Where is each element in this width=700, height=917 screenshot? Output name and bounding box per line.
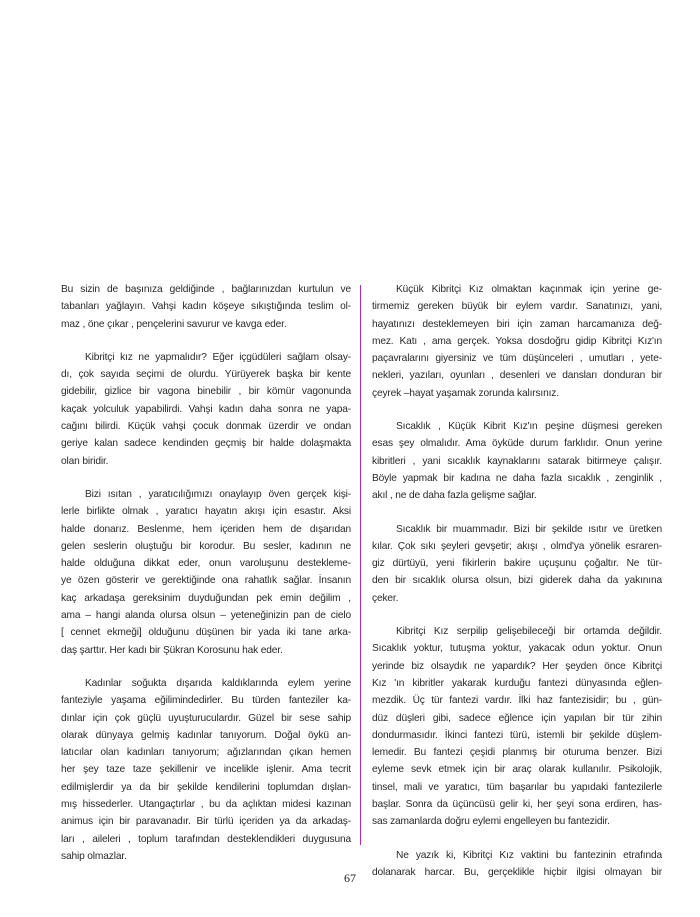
text-line: kaçak yolculuk yapabilirdi. Vahşi kadın daha sonra ne yapa- xyxy=(61,403,351,415)
text-line: hayatınızı desteklemeyen biri için zaman harcamanıza değ- xyxy=(372,318,662,330)
text-line: düz düşleri gibi, sadece eğlence için yapılan bir tür zihin xyxy=(372,712,662,724)
text-line: Kibritçi kız ne yapmalıdır? Eğer içgüdüleri sağlam olsay- xyxy=(85,351,351,363)
paragraph xyxy=(372,418,662,504)
text-line: olarak dünyaya gelmiş kadınlar tanıyorum. Doğal öykü an- xyxy=(61,729,351,741)
text-line: dondurmasıdır. İkinci fantezi türü, istemli bir şekilde düşlem- xyxy=(372,729,662,741)
text-line: ları , aileleri , toplum tarafından desteklendikleri duygusuna xyxy=(61,833,351,845)
text-line: sas zamanlarda doğru eylemi engelleyen bu fantezidir. xyxy=(372,816,610,828)
text-line: kibritleri , yani sıcaklık kaynaklarını satarak bitirmeye çalışır. xyxy=(372,455,662,467)
text-line: başlar. Sonra da üçüncüsü gelir ki, her şeyi sona erdiren, has- xyxy=(372,799,662,811)
paragraph xyxy=(372,281,662,402)
text-line: edilmişlerdir ya da bir şekilde kendilerini toplumdan dışlan- xyxy=(61,781,351,793)
text-line: sahip olmazlar. xyxy=(61,850,127,862)
text-line: Sıcaklık bir muammadır. Bizi bir şekilde ısıtır ve üretken xyxy=(396,523,662,535)
text-line: esas şey olmalıdır. Ama öyküde durum farklıdır. Onun yerine xyxy=(372,438,662,450)
text-line: kaç arkadaşa gereksinim duyduğundan pek emin değilim , xyxy=(61,592,351,604)
text-line: Böyle yapmak bir kadına ne daha fazla sıcaklık , zenginlik , xyxy=(372,472,662,484)
paragraph xyxy=(372,521,662,607)
right-text-column xyxy=(372,281,662,897)
text-line: animus için bir paravanadır. Bir türlü içeriden ya da arkadaş- xyxy=(61,816,351,828)
text-line: tabanları yağlayın. Vahşi kadın köşeye sıkıştığında teslim ol- xyxy=(61,301,351,313)
text-line: lerle birlikte olmak , yaratıcı hayatın akışı için esastır. Aksi xyxy=(61,506,351,518)
text-line: ama – hangi alanda olursa olsun – yeteneğinizin pan de cielo xyxy=(61,610,351,622)
text-line: gidebilir, gizlice bir vagona binebilir , bir kömür vagonunda xyxy=(61,386,351,398)
text-line: maz , öne çıkar , pençelerini savurur ve kavga eder. xyxy=(61,318,287,330)
text-line: Ne yazık ki, Kibritçi Kız vaktini bu fantezinin etrafında xyxy=(396,849,662,861)
left-text-column xyxy=(61,281,351,881)
paragraph xyxy=(372,623,662,831)
text-line: tinsel, mali ve yaratıcı, tüm başarılar bu yapıdaki fantezilerle xyxy=(372,781,662,793)
text-line: Kibritçi Kız serpilip gelişebileceği bir ortamda değildir. xyxy=(396,626,662,638)
text-line: dı, çok sayıda seçimi de olurdu. Yürüyerek başka bir kente xyxy=(61,369,351,381)
text-line: [ cennet ekmeği] olduğunu düşünen bir yada iki tane arka- xyxy=(61,627,351,639)
paragraph xyxy=(61,675,351,865)
text-line: lemedir. Bu fantezi çeşidi planmış bir oturuma benzer. Bizi xyxy=(372,747,662,759)
text-line: Sıcaklık , Küçük Kibrit Kız'ın peşine düşmesi gereken xyxy=(396,421,662,433)
column-divider xyxy=(360,285,361,845)
text-line: Kadınlar soğukta dışarıda kaldıklarında eylem yerine xyxy=(85,677,351,689)
text-line: yerinde biz olsaydık ne yapardık? Her şeyden önce Kibritçi xyxy=(372,660,662,672)
text-line: dolanarak harcar. Bu, gerçeklikle hiçbir ilgisi olmayan bir xyxy=(372,866,662,878)
text-line: nekleri, yazıları, oyunları , desenleri ve dansları donduran bir xyxy=(372,370,662,382)
text-line: Küçük Kibritçi Kız olmaktan kaçınmak için yerine ge- xyxy=(396,284,662,295)
text-line: olan biridir. xyxy=(61,455,109,467)
page-number: 67 xyxy=(344,871,356,885)
text-line: mez. Katı , ama gerçek. Yoksa dosdoğru gidip Kibritçi Kız'ın xyxy=(372,335,662,347)
text-line: eyleme sevk etmek için bir araç olarak kullanılır. Psikolojik, xyxy=(372,764,662,776)
text-line: giz dürtüyü, yeni fikirlerin bakire uçuşunu çoğaltır. Ne tür- xyxy=(372,558,662,570)
text-line: geriye kalan sadece kendinden geçmiş bir halde dolaşmakta xyxy=(61,438,351,450)
paragraph xyxy=(61,349,351,470)
text-line: mış hissederler. Utangaçtırlar , bu da açlıktan midesi kazınan xyxy=(61,799,351,811)
text-line: her şey taze taze şekillenir ve incelikle işlenir. Ama tecrit xyxy=(61,764,351,776)
text-line: cağını bilirdi. Küçük vahşi çocuk donmak üzerdir ve ondan xyxy=(61,421,351,433)
paragraph xyxy=(61,486,351,659)
text-line: mezdik. Üç tür fantezi vardır. İlki haz fantezisidir; bu , gün- xyxy=(372,695,662,707)
text-line: kılar. Çok sıkı şeyleri gevşetir; akışı , olmd'ya yönelik esraren- xyxy=(372,540,662,552)
text-line: çeyrek –hayat yaşamak zorunda kalırsınız. xyxy=(372,387,559,399)
text-line: dınlar için çok güçlü uyuşturuculardır. Güzel bir sese sahip xyxy=(61,712,351,724)
text-line: Sıcaklık yoktur, tutuşma yoktur, yakacak odun yoktur. Onun xyxy=(372,643,662,655)
text-line: latıcılar olan kadınları tanıyorum; ağızlarından çıkan hemen xyxy=(61,747,351,759)
text-line: Bu sizin de başınıza geldiğinde , bağlarınızdan kurtulun ve xyxy=(61,284,351,295)
text-line: çeker. xyxy=(372,592,399,604)
text-line: gelen seslerin oluştuğu bir korodur. Bu sesler, kadının ne xyxy=(61,540,351,552)
text-line: Kız 'ın kibritler yakarak kurduğu fantezi dünyasında eğlen- xyxy=(372,677,662,689)
text-line: den bir sıcaklık olursa olsun, bizi giderek daha da yakınına xyxy=(372,575,662,587)
text-line: Bizi ısıtan , yaratıcılığımızı onaylayıp öven gerçek kişi- xyxy=(85,488,351,500)
text-line: halde donarız. Beslenme, hem içeriden hem de dışarıdan xyxy=(61,523,351,535)
text-line: ye özen gösterir ve gerektiğinde ona rahatlık sağlar. İnsanın xyxy=(61,575,351,587)
text-line: daş şarttır. Her kadı bir Şükran Korosunu hak eder. xyxy=(61,644,283,656)
text-line: paçavralarını giyersiniz ve tüm düşünceleri , umutları , yete- xyxy=(372,353,662,365)
text-line: tirmemiz gereken büyük bir eylem vardır. Sanatınızı, yani, xyxy=(372,301,662,313)
paragraph xyxy=(61,281,351,333)
text-line: akıl , ne de daha fazla gelişme sağlar. xyxy=(372,490,537,502)
text-line: fanteziyle yaşama eğilimindedirler. Bu türden fanteziler ka- xyxy=(61,695,351,707)
text-line: halde olduğuna dikkat eder, onun varoluşunu destekleme- xyxy=(61,558,351,570)
